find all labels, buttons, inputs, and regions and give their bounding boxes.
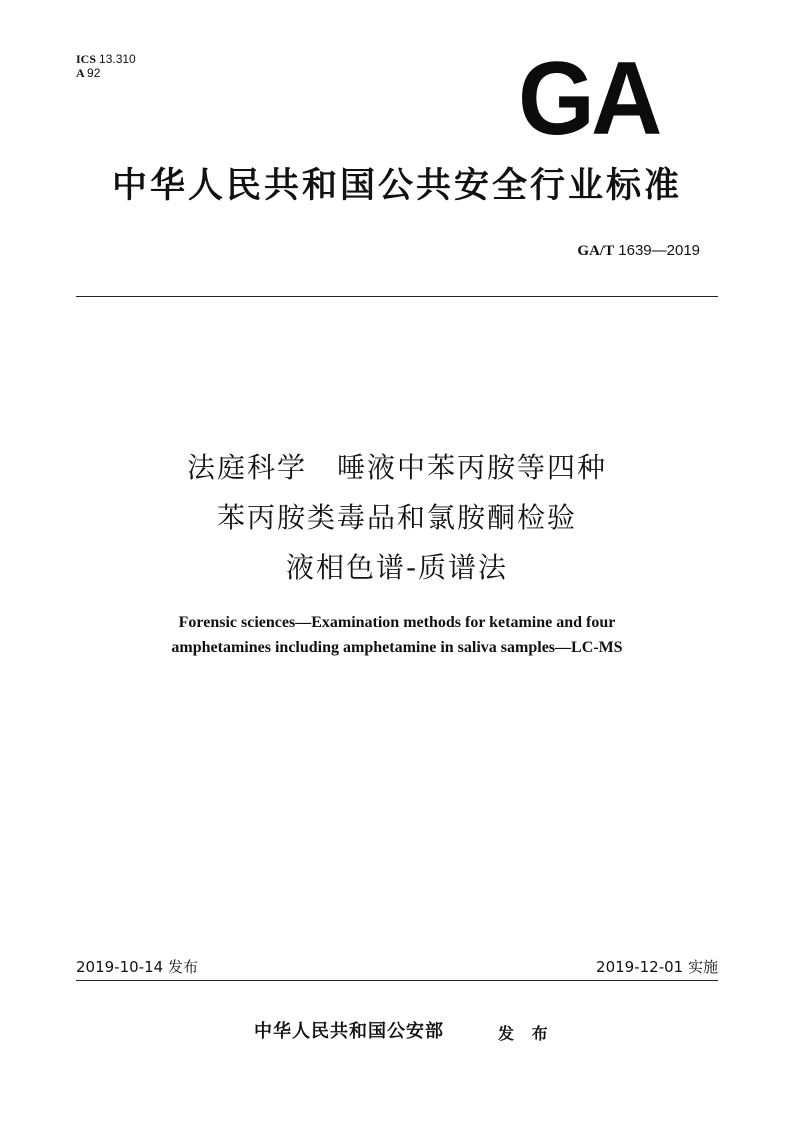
class-number: 92: [87, 66, 101, 80]
standard-number-rest: 1639—2019: [614, 242, 700, 259]
issuing-authority: 中华人民共和国公安部: [254, 1021, 444, 1042]
standard-number-prefix: GA/T: [577, 243, 615, 259]
ics-number: 13.310: [99, 52, 136, 66]
implementation-date: 2019-12-01 实施: [596, 958, 718, 976]
ics-classification: [76, 52, 136, 80]
class-line: [76, 66, 136, 80]
standard-category-title: 中华人民共和国公共安全行业标准: [111, 166, 682, 206]
title-en-line1: Forensic sciences—Examination methods for ketamine and four: [178, 614, 616, 631]
issue-date: 2019-10-14 发布: [76, 958, 198, 976]
class-label: A: [76, 66, 85, 80]
issue-word: 发 布: [498, 1024, 554, 1043]
title-cn-line3: 液相色谱-质谱法: [285, 551, 509, 584]
top-divider: [76, 296, 718, 297]
ga-logo: GA: [518, 41, 659, 157]
title-cn-line1: 法庭科学 唾液中苯丙胺等四种: [186, 451, 607, 484]
ics-label: ICS: [76, 52, 97, 66]
standard-number: [577, 240, 700, 261]
title-en-line2: amphetamines including amphetamine in saliva samples—LC-MS: [171, 639, 623, 656]
bottom-divider: [76, 980, 718, 981]
title-cn-line2: 苯丙胺类毒品和氯胺酮检验: [216, 501, 577, 534]
ics-line: [76, 52, 136, 66]
